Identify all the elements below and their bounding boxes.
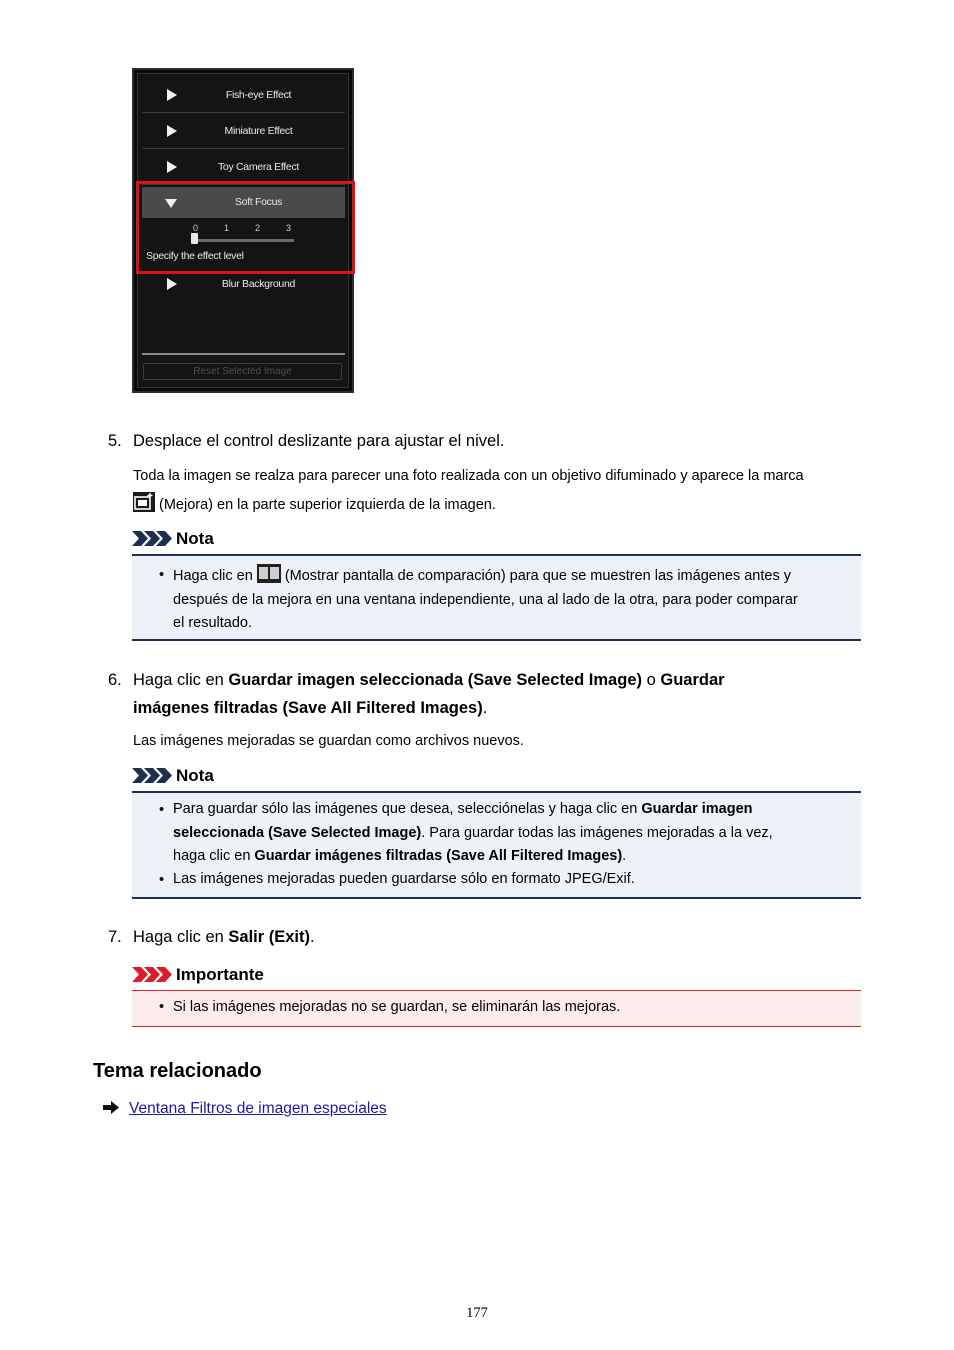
note-chevron-icon — [132, 531, 172, 546]
comparison-screen-icon — [257, 564, 281, 583]
note-chevron-icon — [132, 768, 172, 783]
note-box — [132, 554, 861, 641]
related-link[interactable]: Ventana Filtros de imagen especiales — [129, 1100, 387, 1117]
important-heading — [132, 965, 352, 985]
effect-label: Toy Camera Effect — [217, 161, 300, 173]
effect-item-blur-background[interactable] — [142, 267, 345, 301]
note-title: Nota — [176, 529, 214, 548]
note-box — [132, 791, 861, 899]
effect-item-miniature[interactable] — [142, 114, 345, 149]
bullet: • — [159, 567, 165, 583]
step-number: 5. — [108, 432, 122, 450]
slider-tick-1: 1 — [224, 223, 230, 233]
related-link-row — [103, 1100, 387, 1118]
effect-item-fish-eye[interactable] — [142, 78, 345, 113]
reset-selected-image-button[interactable]: Reset Selected Image — [143, 363, 342, 380]
step-number: 6. — [108, 671, 122, 689]
effect-label: Fish-eye Effect — [225, 89, 292, 101]
step-number: 7. — [108, 928, 122, 946]
slider-tick-0: 0 — [193, 223, 199, 233]
related-topic-heading: Tema relacionado — [93, 1060, 262, 1082]
step-text: Haga clic en Salir (Exit). — [133, 928, 315, 946]
slider-hint: Specify the effect level — [146, 250, 244, 262]
note-text: Las imágenes mejoradas pueden guardarse sólo en formato JPEG/Exif. — [173, 871, 635, 887]
arrow-right-icon — [103, 1101, 119, 1114]
desc-line: Toda la imagen se realza para parecer una foto realizada con un objetivo difuminado y aparece la marca — [133, 468, 804, 484]
important-title: Importante — [176, 965, 264, 984]
enhance-mark-icon — [133, 492, 155, 512]
slider-tick-2: 2 — [255, 223, 261, 233]
highlight-frame — [136, 181, 355, 274]
step-text: Desplace el control deslizante para ajustar el nivel. — [133, 432, 505, 450]
step-6-description: Las imágenes mejoradas se guardan como archivos nuevos. — [133, 733, 524, 749]
note-heading — [132, 766, 332, 786]
step-5-description — [133, 462, 873, 520]
step-text: Haga clic en Guardar imagen seleccionada (Save Selected Image) o Guardar imágenes filtradas (Save All Filtered Images). — [133, 671, 725, 717]
effect-label: Blur Background — [221, 278, 296, 290]
note-text: Para guardar sólo las imágenes que desea, selecciónelas y haga clic en Guardar imagen seleccionada (Save Selected Image). Para guardar todas las imágenes mejoradas a la vez, haga clic en Guardar imágenes filtradas (Save All Filtered Images). — [173, 801, 773, 864]
bullet: • — [159, 872, 165, 888]
important-box — [132, 990, 861, 1027]
page-number: 177 — [466, 1305, 488, 1321]
slider-tick-3: 3 — [286, 223, 292, 233]
note-title: Nota — [176, 766, 214, 785]
desc-line: (Mejora) en la parte superior izquierda de la imagen. — [133, 491, 873, 520]
note-heading — [132, 529, 332, 549]
important-text: Si las imágenes mejoradas no se guardan, se eliminarán las mejoras. — [173, 999, 621, 1015]
bullet: • — [159, 999, 165, 1015]
note-text: Haga clic en (Mostrar pantalla de comparación) para que se muestren las imágenes antes y después de la mejora en una ventana independiente, una al lado de la otra, para poder comparar el resultado. — [173, 564, 858, 636]
filters-panel-screenshot — [132, 68, 354, 393]
effect-label: Soft Focus — [234, 196, 283, 208]
effect-label: Miniature Effect — [224, 125, 293, 137]
bullet: • — [159, 802, 165, 818]
divider — [142, 353, 345, 355]
effect-item-toy-camera[interactable] — [142, 150, 345, 185]
important-chevron-icon — [132, 967, 172, 982]
